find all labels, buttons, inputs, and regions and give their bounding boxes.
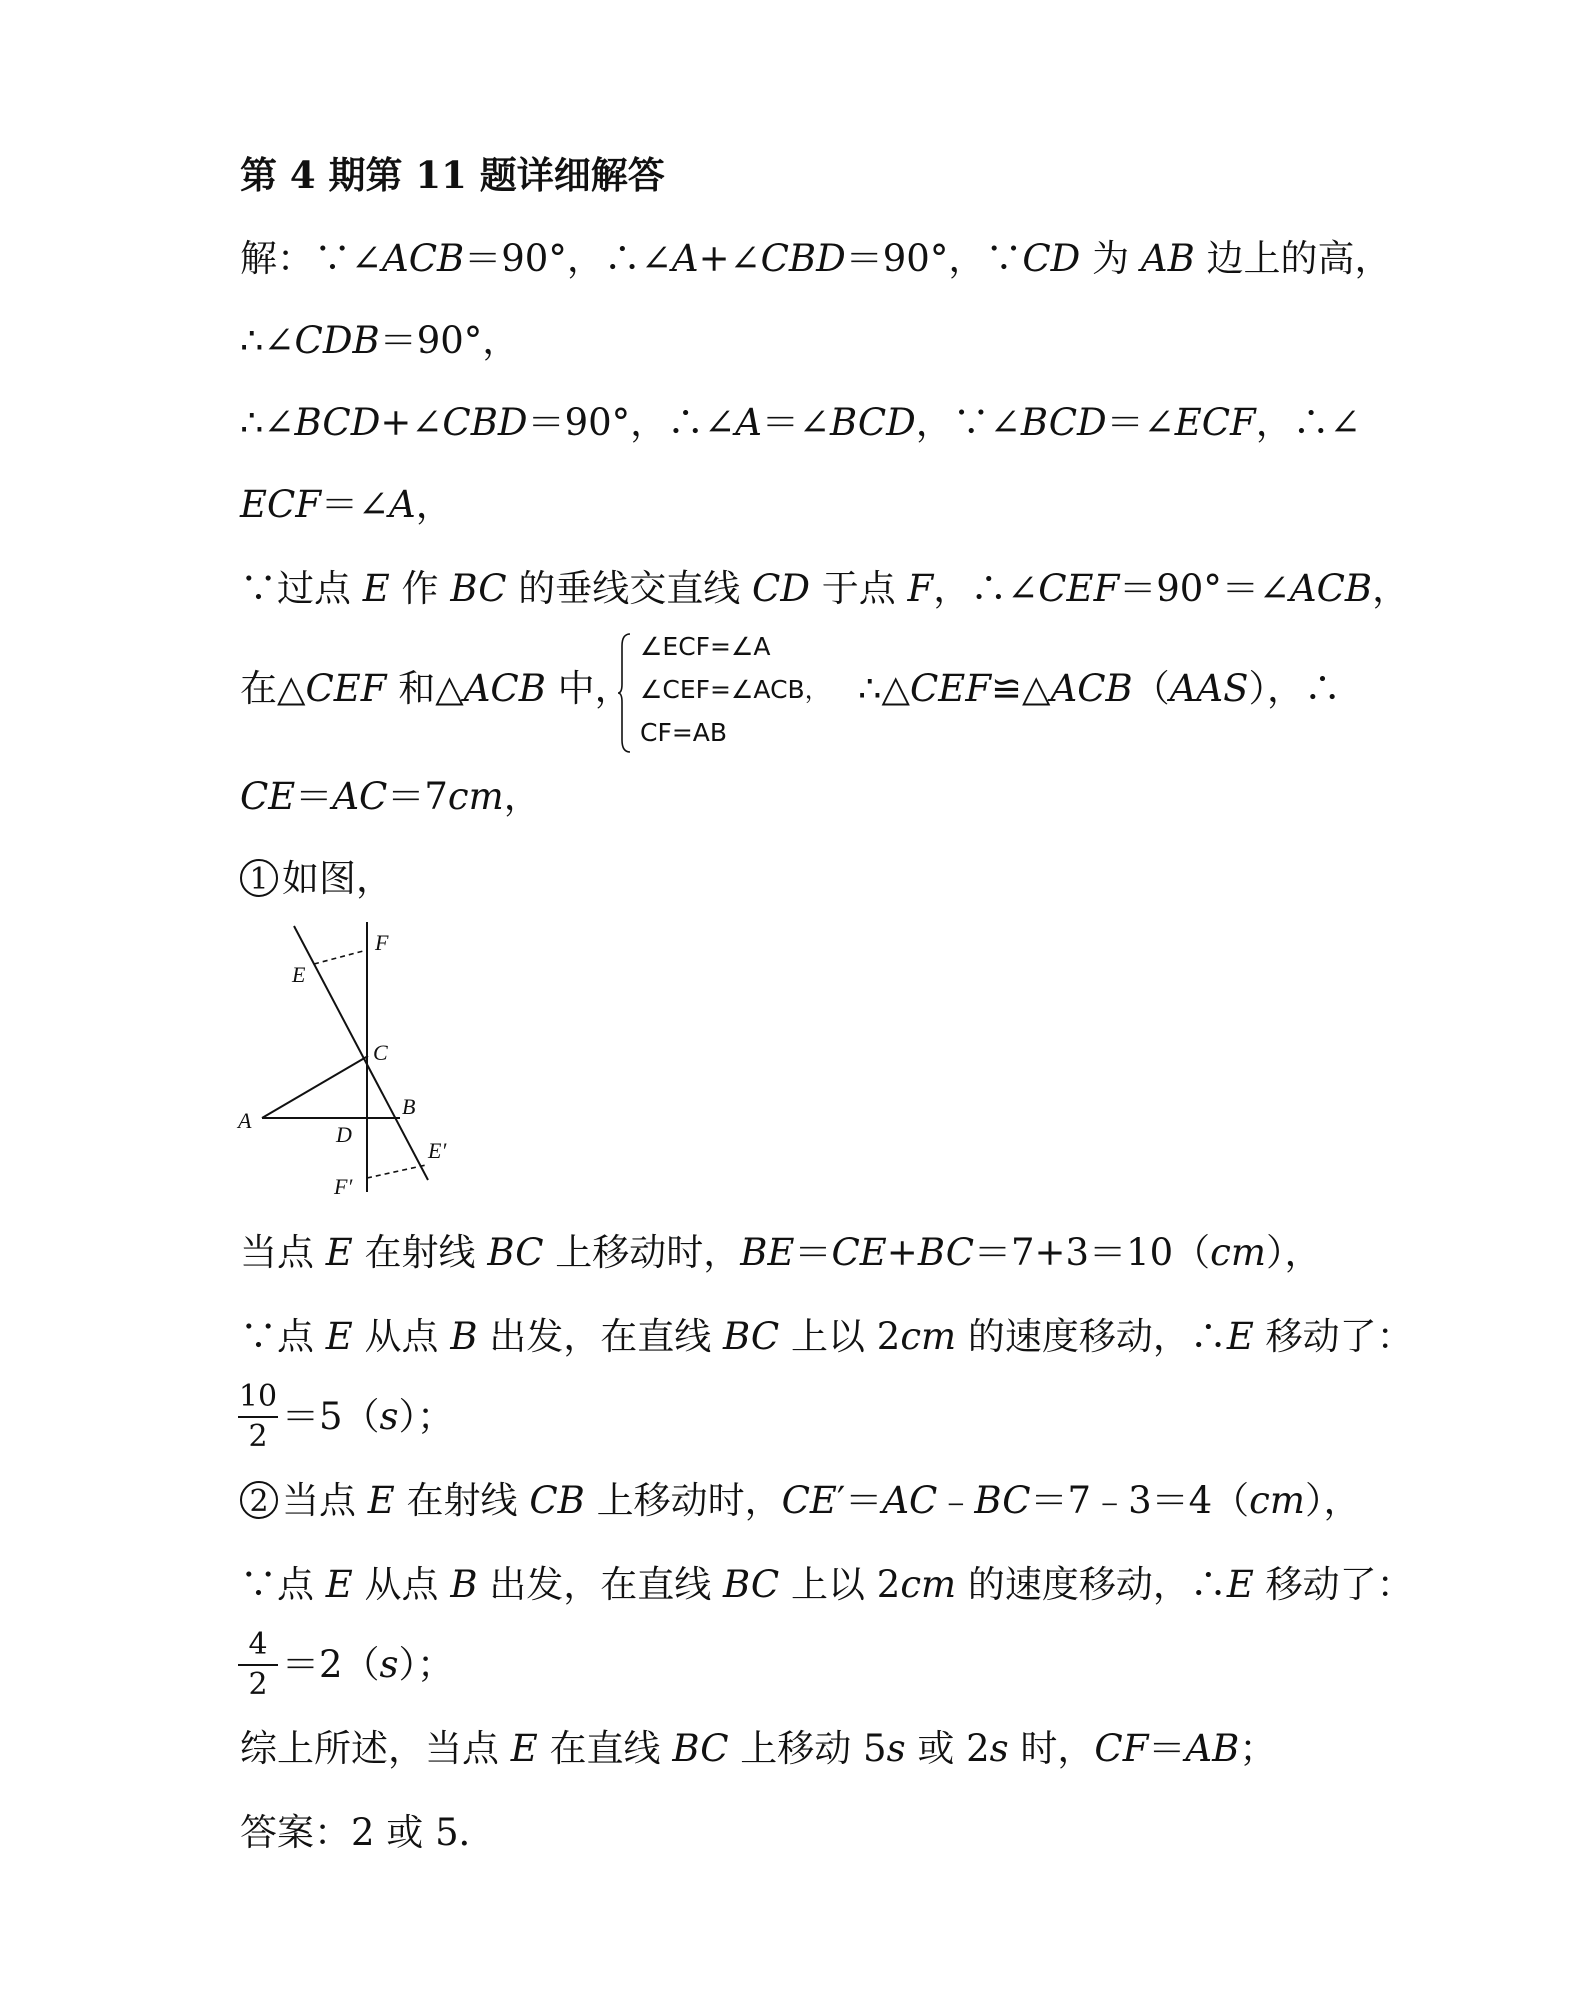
page-title: 第 4 期第 11 题详细解答 (240, 153, 665, 197)
case-1-heading: 1 如图， (240, 856, 1350, 902)
system-eq-2: ∠CEF=∠ACB， (640, 675, 830, 704)
geometry-figure (230, 910, 460, 1200)
fraction-1-bar (238, 1416, 278, 1418)
solution-line-6-right: ∴△CEF≌△ACB（AAS），∴ (858, 667, 1341, 710)
solution-line-1: 解：∵∠ACB＝90°，∴∠A+∠CBD＝90°，∵CD 为 AB 边上的高， (240, 237, 1392, 280)
solution-line-3: ∴∠BCD+∠CBD＝90°，∴∠A＝∠BCD，∵∠BCD＝∠ECF，∴∠ (240, 401, 1361, 444)
case-1-line-1: 当点 E 在射线 BC 上移动时，BE＝CE+BC＝7+3＝10（cm）， (240, 1231, 1322, 1274)
case-1-line-2: ∵点 E 从点 B 出发，在直线 BC 上以 2cm 的速度移动，∴E 移动了： (240, 1315, 1414, 1358)
solution-line-6-left: 在△CEF 和△ACB 中， (240, 667, 632, 710)
fraction-1-denominator: 2 (248, 1419, 268, 1454)
figure-label-b: B (402, 1094, 416, 1119)
figure-label-f: F (375, 930, 389, 955)
answer-line: 答案：2 或 5． (240, 1811, 496, 1854)
fraction-2-bar (238, 1664, 278, 1666)
solution-line-5: ∵过点 E 作 BC 的垂线交直线 CD 于点 F，∴∠CEF＝90°＝∠ACB， (240, 567, 1410, 610)
solution-line-4: ECF＝∠A， (240, 483, 453, 526)
solution-line-7: CE＝AC＝7cm， (240, 775, 541, 818)
figure-label-a: A (238, 1108, 252, 1133)
fraction-2-numerator: 4 (248, 1627, 268, 1662)
solution-line-2: ∴∠CDB＝90°， (240, 319, 520, 362)
case-1-result: ＝5（s）； (282, 1395, 455, 1438)
figure-label-f-prime: F′ (334, 1174, 353, 1199)
system-eq-1: ∠ECF=∠A (640, 632, 771, 661)
fraction-1-numerator: 10 (238, 1379, 278, 1414)
case-2-result: ＝2（s）； (282, 1643, 455, 1686)
figure-label-e-prime: E′ (428, 1138, 447, 1163)
equation-brace (618, 632, 632, 754)
system-eq-3: CF=AB (640, 718, 728, 747)
case-2-line-1: 2 当点 E 在射线 CB 上移动时，CE′＝AC﹣BC＝7﹣3＝4（cm）， (240, 1478, 1350, 1524)
figure-label-d: D (336, 1122, 352, 1147)
conclusion-line: 综上所述，当点 E 在直线 BC 上移动 5s 或 2s 时，CF＝AB； (240, 1727, 1277, 1770)
case-2-line-2: ∵点 E 从点 B 出发，在直线 BC 上以 2cm 的速度移动，∴E 移动了： (240, 1563, 1414, 1606)
figure-label-c: C (373, 1040, 388, 1065)
figure-label-e: E (292, 962, 306, 987)
fraction-2-denominator: 2 (248, 1667, 268, 1702)
